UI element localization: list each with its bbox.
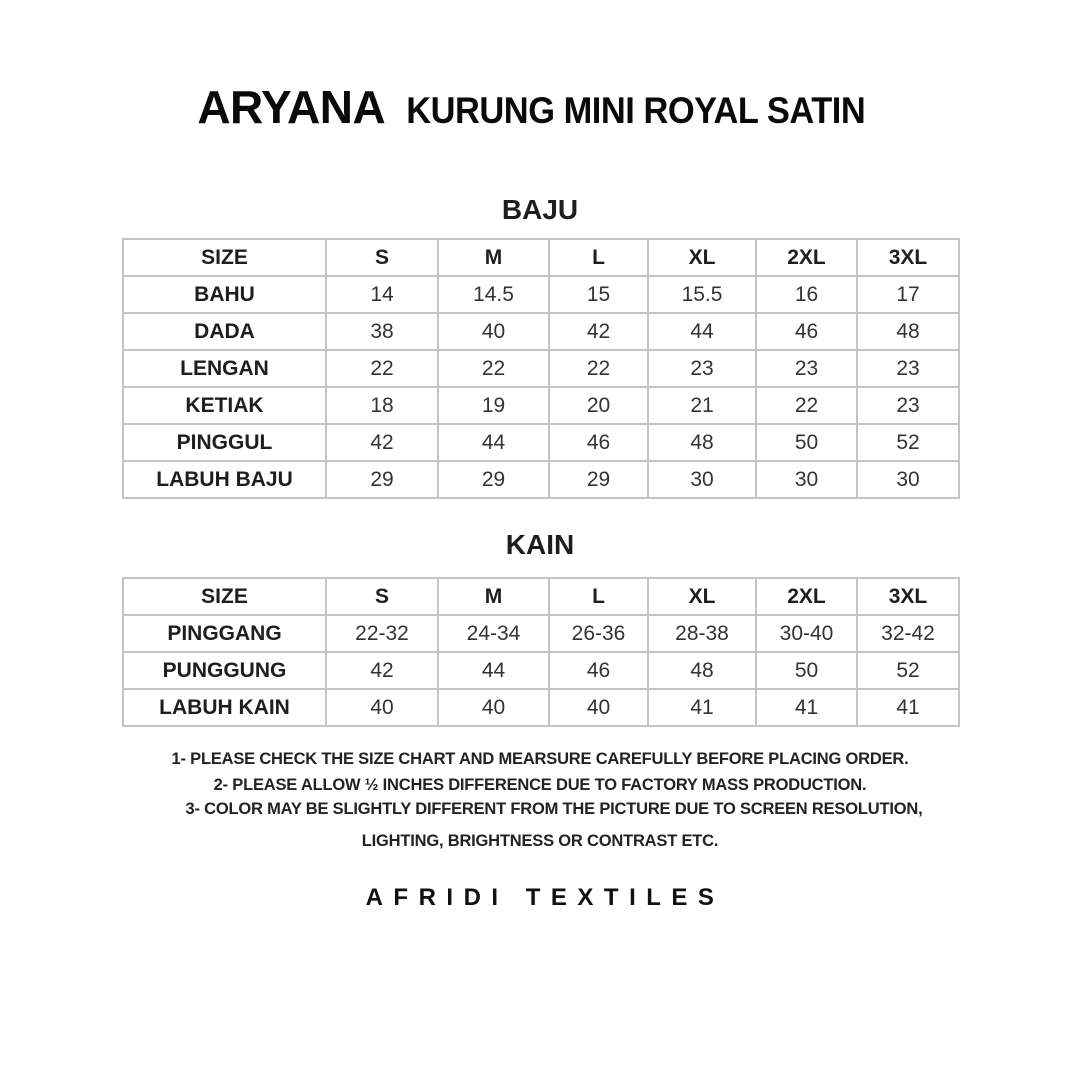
table-cell: 23	[857, 387, 959, 424]
column-header-size: SIZE	[123, 578, 326, 615]
page-title	[0, 80, 1080, 134]
table-cell: 18	[326, 387, 438, 424]
table-cell: 22	[438, 350, 549, 387]
row-label: KETIAK	[123, 387, 326, 424]
table-cell: 50	[756, 652, 857, 689]
table-row	[123, 652, 959, 689]
table-row	[123, 387, 959, 424]
column-header-3xl: 3XL	[857, 239, 959, 276]
table-row	[123, 689, 959, 726]
table-cell: 44	[438, 652, 549, 689]
table-cell: 40	[326, 689, 438, 726]
table-cell: 41	[857, 689, 959, 726]
note-item: 3- COLOR MAY BE SLIGHTLY DIFFERENT FROM THE PICTURE DUE TO SCREEN RESOLUTION,	[185, 800, 923, 818]
table-cell: 29	[326, 461, 438, 498]
note-item: 2- PLEASE ALLOW ½ INCHES DIFFERENCE DUE TO FACTORY MASS PRODUCTION.	[213, 776, 867, 794]
brand-name: ARYANA	[197, 81, 386, 133]
table-cell: 40	[438, 689, 549, 726]
row-label: PINGGANG	[123, 615, 326, 652]
table-cell: 32-42	[857, 615, 959, 652]
table-cell: 29	[549, 461, 648, 498]
column-header-s: S	[326, 578, 438, 615]
column-header-m: M	[438, 578, 549, 615]
table-cell: 22	[756, 387, 857, 424]
table-cell: 42	[326, 652, 438, 689]
column-header-size: SIZE	[123, 239, 326, 276]
table-cell: 29	[438, 461, 549, 498]
table-cell: 14.5	[438, 276, 549, 313]
row-label: LENGAN	[123, 350, 326, 387]
table-cell: 52	[857, 652, 959, 689]
table-row	[123, 424, 959, 461]
column-header-3xl: 3XL	[857, 578, 959, 615]
table-cell: 23	[857, 350, 959, 387]
table-row	[123, 350, 959, 387]
kain-heading: KAIN	[505, 529, 575, 560]
product-name: KURUNG MINI ROYAL SATIN	[406, 90, 866, 131]
table-cell: 30	[857, 461, 959, 498]
table-cell: 19	[438, 387, 549, 424]
table-row	[123, 313, 959, 350]
row-label: PUNGGUNG	[123, 652, 326, 689]
table-cell: 15.5	[648, 276, 756, 313]
table-cell: 22	[326, 350, 438, 387]
row-label: PINGGUL	[123, 424, 326, 461]
table-cell: 17	[857, 276, 959, 313]
table-cell: 46	[756, 313, 857, 350]
table-cell: 22-32	[326, 615, 438, 652]
table-cell: 41	[648, 689, 756, 726]
table-row	[123, 276, 959, 313]
column-header-s: S	[326, 239, 438, 276]
column-header-m: M	[438, 239, 549, 276]
table-cell: 41	[756, 689, 857, 726]
table-cell: 21	[648, 387, 756, 424]
table-cell: 28-38	[648, 615, 756, 652]
footer-brand: AFRIDI TEXTILES	[365, 884, 725, 911]
row-label: BAHU	[123, 276, 326, 313]
row-label: LABUH KAIN	[123, 689, 326, 726]
note-item: LIGHTING, BRIGHTNESS OR CONTRAST ETC.	[361, 832, 719, 850]
note-item: 1- PLEASE CHECK THE SIZE CHART AND MEARSURE CAREFULLY BEFORE PLACING ORDER.	[171, 750, 909, 768]
table-cell: 24-34	[438, 615, 549, 652]
row-label: DADA	[123, 313, 326, 350]
table-cell: 44	[648, 313, 756, 350]
kain-size-table	[122, 577, 960, 727]
column-header-xl: XL	[648, 239, 756, 276]
table-cell: 20	[549, 387, 648, 424]
table-cell: 44	[438, 424, 549, 461]
table-cell: 42	[326, 424, 438, 461]
table-cell: 23	[756, 350, 857, 387]
table-cell: 48	[648, 652, 756, 689]
table-cell: 48	[857, 313, 959, 350]
table-cell: 26-36	[549, 615, 648, 652]
column-header-xl: XL	[648, 578, 756, 615]
table-header-row	[123, 239, 959, 276]
row-label: LABUH BAJU	[123, 461, 326, 498]
table-cell: 40	[438, 313, 549, 350]
baju-size-table	[122, 238, 960, 499]
table-cell: 16	[756, 276, 857, 313]
table-cell: 48	[648, 424, 756, 461]
table-cell: 15	[549, 276, 648, 313]
table-cell: 52	[857, 424, 959, 461]
column-header-2xl: 2XL	[756, 239, 857, 276]
baju-heading: BAJU	[501, 194, 579, 225]
table-cell: 14	[326, 276, 438, 313]
table-cell: 40	[549, 689, 648, 726]
table-cell: 46	[549, 424, 648, 461]
table-cell: 22	[549, 350, 648, 387]
table-cell: 38	[326, 313, 438, 350]
table-cell: 30	[756, 461, 857, 498]
table-cell: 23	[648, 350, 756, 387]
column-header-l: L	[549, 239, 648, 276]
column-header-l: L	[549, 578, 648, 615]
table-header-row	[123, 578, 959, 615]
table-cell: 46	[549, 652, 648, 689]
table-cell: 30	[648, 461, 756, 498]
table-cell: 42	[549, 313, 648, 350]
table-cell: 50	[756, 424, 857, 461]
table-row	[123, 461, 959, 498]
column-header-2xl: 2XL	[756, 578, 857, 615]
table-cell: 30-40	[756, 615, 857, 652]
table-row	[123, 615, 959, 652]
